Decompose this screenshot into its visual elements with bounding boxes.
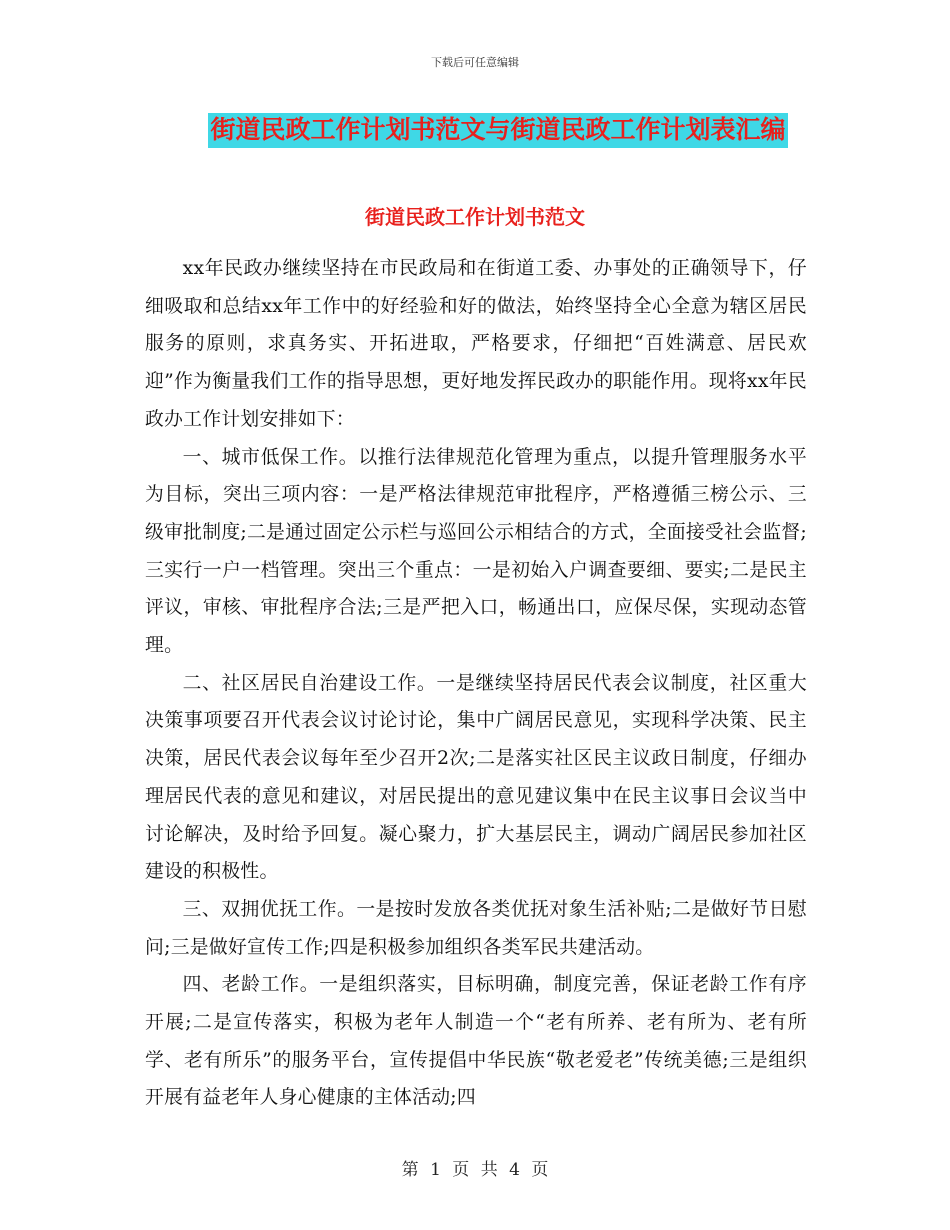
page-number: 第 1 页 共 4 页 xyxy=(401,1160,549,1180)
paragraph-intro: xx年民政办继续坚持在市民政局和在街道工委、办事处的正确领导下，仔细吸取和总结xx年工作中的好经验和好的做法，始终坚持全心全意为辖区居民服务的原则，求真务实、开拓进取，严格要求，仔细把“百姓满意、居民欢迎”作为衡量我们工作的指导思想，更好地发挥民政办的职能作用。现将xx年民政办工作计划安排如下： xyxy=(145,258,807,430)
document-body xyxy=(145,250,807,1117)
paragraph-section-1: 一、城市低保工作。以推行法律规范化管理为重点，以提升管理服务水平为目标，突出三项内容：一是严格法律规范审批程序，严格遵循三榜公示、三级审批制度;二是通过固定公示栏与巡回公示相结合的方式，全面接受社会监督;三实行一户一档管理。突出三个重点：一是初始入户调查要细、要实;二是民主评议，审核、审批程序合法;三是严把入口，畅通出口，应保尽保，实现动态管理。 xyxy=(145,446,808,657)
paragraph-section-4: 四、老龄工作。一是组织落实，目标明确，制度完善，保证老龄工作有序开展;二是宣传落实，积极为老年人制造一个“老有所养、老有所为、老有所学、老有所乐”的服务平台，宣传提倡中华民族“敬老爱老”传统美德;三是组织开展有益老年人身心健康的主体活动;四 xyxy=(145,974,807,1109)
header-note: 下载后可任意编辑 xyxy=(431,56,519,69)
paragraph-section-2: 二、社区居民自治建设工作。一是继续坚持居民代表会议制度，社区重大决策事项要召开代表会议讨论讨论，集中广阔居民意见，实现科学决策、民主决策，居民代表会议每年至少召开2次;二是落实社区民主议政日制度，仔细办理居民代表的意见和建议，对居民提出的意见建议集中在民主议事日会议当中讨论解决，及时给予回复。凝心聚力，扩大基层民主，调动广阔居民参加社区建设的积极性。 xyxy=(145,672,807,883)
main-title: 街道民政工作计划书范文与街道民政工作计划表汇编 xyxy=(208,113,787,148)
main-title-container xyxy=(0,113,950,148)
section-title: 街道民政工作计划书范文 xyxy=(365,205,585,229)
paragraph-section-3: 三、双拥优抚工作。一是按时发放各类优抚对象生活补贴;二是做好节日慰问;三是做好宣传工作;四是积极参加组织各类军民共建活动。 xyxy=(145,898,807,958)
